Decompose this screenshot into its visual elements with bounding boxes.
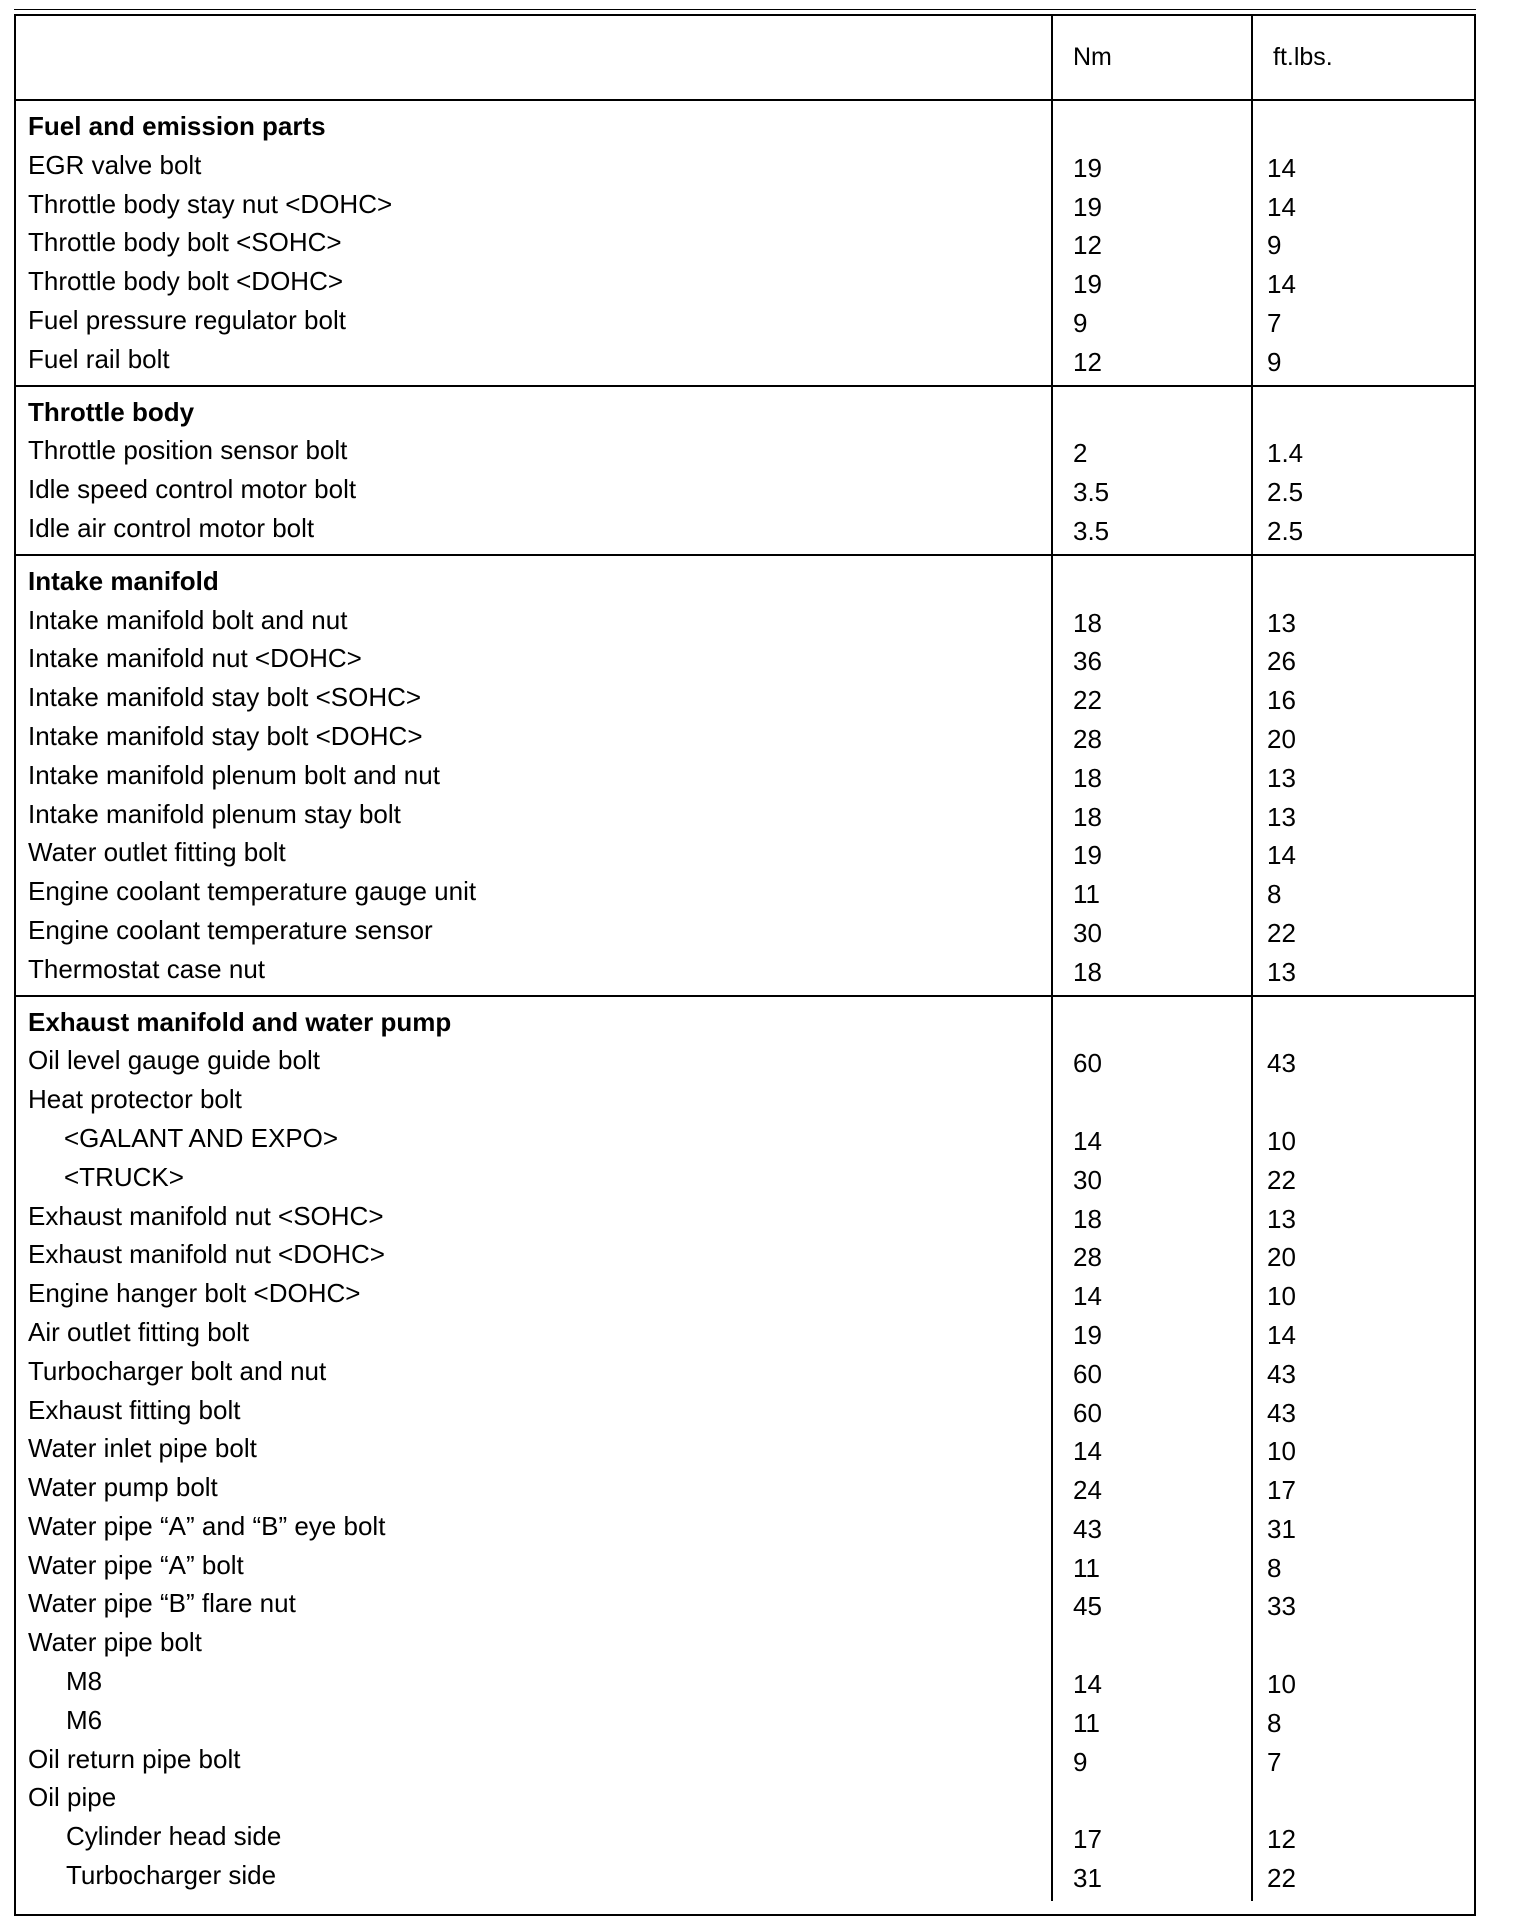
ftlbs-value: 13 [1267,762,1296,793]
nm-value: 14 [1073,1669,1102,1700]
nm-value: 19 [1073,152,1102,183]
ftlbs-value: 12 [1267,1824,1296,1855]
ftlbs-value: 2.5 [1267,477,1304,508]
ftlbs-value [1253,1080,1474,1119]
section-heading: Throttle body [28,396,195,427]
blank-cell [1253,393,1474,432]
item-label: Intake manifold stay bolt <DOHC> [28,720,423,751]
item-label: Oil level gauge guide bolt [28,1045,320,1076]
blank-cell [1253,562,1474,601]
ftlbs-value: 43 [1267,1358,1296,1389]
ftlbs-value [1253,1623,1474,1662]
description-column [16,100,1052,386]
ftlbs-value: 22 [1267,917,1296,948]
item-label: Engine coolant temperature sensor [28,914,433,945]
item-label: Idle air control motor bolt [28,512,315,543]
item-label: Intake manifold plenum stay bolt [28,798,401,829]
item-label: Engine coolant temperature gauge unit [28,876,477,907]
ftlbs-value: 9 [1267,346,1282,377]
nm-value: 12 [1073,230,1102,261]
nm-value: 30 [1073,1164,1102,1195]
nm-value: 43 [1073,1513,1102,1544]
ftlbs-value: 10 [1267,1669,1296,1700]
nm-value: 45 [1073,1591,1102,1622]
ftlbs-column [1252,555,1474,996]
nm-value: 14 [1073,1281,1102,1312]
ftlbs-value: 13 [1267,607,1296,638]
section-heading: Exhaust manifold and water pump [28,1006,452,1037]
nm-value: 14 [1073,1436,1102,1467]
item-label: Fuel pressure regulator bolt [28,304,346,335]
torque-spec-table [16,16,1474,1901]
nm-value: 24 [1073,1475,1102,1506]
nm-value: 3.5 [1073,477,1110,508]
item-label: Intake manifold plenum bolt and nut [28,759,440,790]
header-row [16,16,1474,100]
nm-value: 17 [1073,1824,1102,1855]
blank-cell [1053,107,1251,146]
ftlbs-value: 13 [1267,956,1296,987]
nm-value: 11 [1073,879,1100,910]
nm-value: 12 [1073,346,1102,377]
item-label: Water outlet fitting bolt [28,837,286,868]
description-column [16,996,1052,1901]
ftlbs-value: 14 [1267,269,1296,300]
item-label: Fuel rail bolt [28,343,170,374]
item-label: <TRUCK> [64,1161,184,1192]
item-label: Heat protector bolt [28,1084,242,1115]
item-label: Oil return pipe bolt [28,1743,241,1774]
item-label: Water pump bolt [28,1472,218,1503]
item-label: EGR valve bolt [28,149,202,180]
torque-spec-sheet [14,14,1476,1916]
item-label: Throttle position sensor bolt [28,435,348,466]
item-label: Exhaust manifold nut <DOHC> [28,1239,385,1270]
ftlbs-value: 31 [1267,1513,1296,1544]
ftlbs-value: 22 [1267,1164,1296,1195]
ftlbs-value: 17 [1267,1475,1296,1506]
spec-group-row [16,386,1474,555]
ftlbs-column [1252,100,1474,386]
ftlbs-value: 20 [1267,1242,1296,1273]
nm-value: 60 [1073,1397,1102,1428]
item-label: Exhaust manifold nut <SOHC> [28,1200,384,1231]
ftlbs-value: 10 [1267,1436,1296,1467]
nm-value: 18 [1073,956,1102,987]
item-label: Intake manifold bolt and nut [28,604,348,635]
spec-group [16,386,1474,555]
blank-cell [1053,393,1251,432]
nm-value: 18 [1073,762,1102,793]
item-label: Turbocharger bolt and nut [28,1355,327,1386]
nm-value [1053,1080,1251,1119]
nm-value: 18 [1073,801,1102,832]
nm-value: 19 [1073,1319,1102,1350]
nm-value: 19 [1073,269,1102,300]
ftlbs-value: 1.4 [1267,438,1304,469]
ftlbs-value: 13 [1267,1203,1296,1234]
ftlbs-column [1252,386,1474,555]
nm-value: 2 [1073,438,1088,469]
nm-value: 11 [1073,1707,1100,1738]
nm-value: 19 [1073,191,1102,222]
ftlbs-value: 2.5 [1267,515,1304,546]
nm-column [1052,386,1252,555]
ftlbs-value: 22 [1267,1863,1296,1894]
nm-value: 9 [1073,307,1088,338]
ftlbs-value: 26 [1267,646,1296,677]
ftlbs-value: 10 [1267,1125,1296,1156]
spec-group [16,996,1474,1901]
spec-group [16,555,1474,996]
item-label: Thermostat case nut [28,953,265,984]
blank-cell [1253,107,1474,146]
item-label: M8 [66,1666,103,1697]
spec-group [16,100,1474,386]
item-label: Throttle body bolt <DOHC> [28,266,344,297]
nm-value: 22 [1073,685,1102,716]
ftlbs-value: 8 [1267,1707,1282,1738]
description-column [16,386,1052,555]
nm-value: 31 [1073,1863,1102,1894]
ftlbs-column [1252,996,1474,1901]
item-label: Intake manifold nut <DOHC> [28,643,362,674]
item-label: Throttle body bolt <SOHC> [28,227,342,258]
item-label: Intake manifold stay bolt <SOHC> [28,682,422,713]
item-label: <GALANT AND EXPO> [64,1122,339,1153]
item-label: Throttle body stay nut <DOHC> [28,188,393,219]
item-label: Water pipe bolt [28,1627,202,1658]
ftlbs-value: 14 [1267,191,1296,222]
nm-value: 3.5 [1073,515,1110,546]
nm-value: 28 [1073,723,1102,754]
item-label: Air outlet fitting bolt [28,1316,250,1347]
top-rule [14,9,1476,10]
blank-cell [1053,562,1251,601]
item-label: Engine hanger bolt <DOHC> [28,1278,361,1309]
item-label: M6 [66,1704,103,1735]
ftlbs-value: 20 [1267,723,1296,754]
nm-value: 19 [1073,840,1102,871]
nm-value: 11 [1073,1552,1100,1583]
ftlbs-value: 14 [1267,1319,1296,1350]
item-label: Water pipe “A” and “B” eye bolt [28,1510,386,1541]
ftlbs-value: 10 [1267,1281,1296,1312]
ftlbs-value: 14 [1267,152,1296,183]
header-ftlbs: ft.lbs. [1252,16,1474,100]
nm-value [1053,1778,1251,1817]
nm-value: 9 [1073,1746,1088,1777]
ftlbs-value: 7 [1267,307,1282,338]
ftlbs-value [1253,1778,1474,1817]
ftlbs-value: 33 [1267,1591,1296,1622]
nm-value: 14 [1073,1125,1102,1156]
header-description [16,16,1052,100]
nm-column [1052,100,1252,386]
nm-value: 30 [1073,917,1102,948]
nm-column [1052,555,1252,996]
nm-value: 28 [1073,1242,1102,1273]
nm-value: 60 [1073,1048,1102,1079]
nm-value: 18 [1073,607,1102,638]
ftlbs-value: 8 [1267,879,1282,910]
item-label: Turbocharger side [66,1860,277,1891]
ftlbs-value: 43 [1267,1048,1296,1079]
item-label: Idle speed control motor bolt [28,474,357,505]
item-label: Water pipe “B” flare nut [28,1588,296,1619]
nm-value [1053,1623,1251,1662]
blank-cell [1253,1003,1474,1042]
spec-group-row [16,555,1474,996]
item-label: Water inlet pipe bolt [28,1433,257,1464]
blank-cell [1053,1003,1251,1042]
section-heading: Intake manifold [28,565,219,596]
ftlbs-value: 9 [1267,230,1282,261]
nm-value: 60 [1073,1358,1102,1389]
nm-value: 18 [1073,1203,1102,1234]
item-label: Exhaust fitting bolt [28,1394,241,1425]
ftlbs-value: 16 [1267,685,1296,716]
nm-value: 36 [1073,646,1102,677]
spec-group-row [16,100,1474,386]
item-label: Cylinder head side [66,1821,282,1852]
ftlbs-value: 43 [1267,1397,1296,1428]
description-column [16,555,1052,996]
ftlbs-value: 8 [1267,1552,1282,1583]
ftlbs-value: 13 [1267,801,1296,832]
nm-column [1052,996,1252,1901]
ftlbs-value: 7 [1267,1746,1282,1777]
item-label: Water pipe “A” bolt [28,1549,244,1580]
section-heading: Fuel and emission parts [28,111,326,141]
item-label: Oil pipe [28,1782,117,1813]
spec-group-row [16,996,1474,1901]
ftlbs-value: 14 [1267,840,1296,871]
header-nm: Nm [1052,16,1252,100]
